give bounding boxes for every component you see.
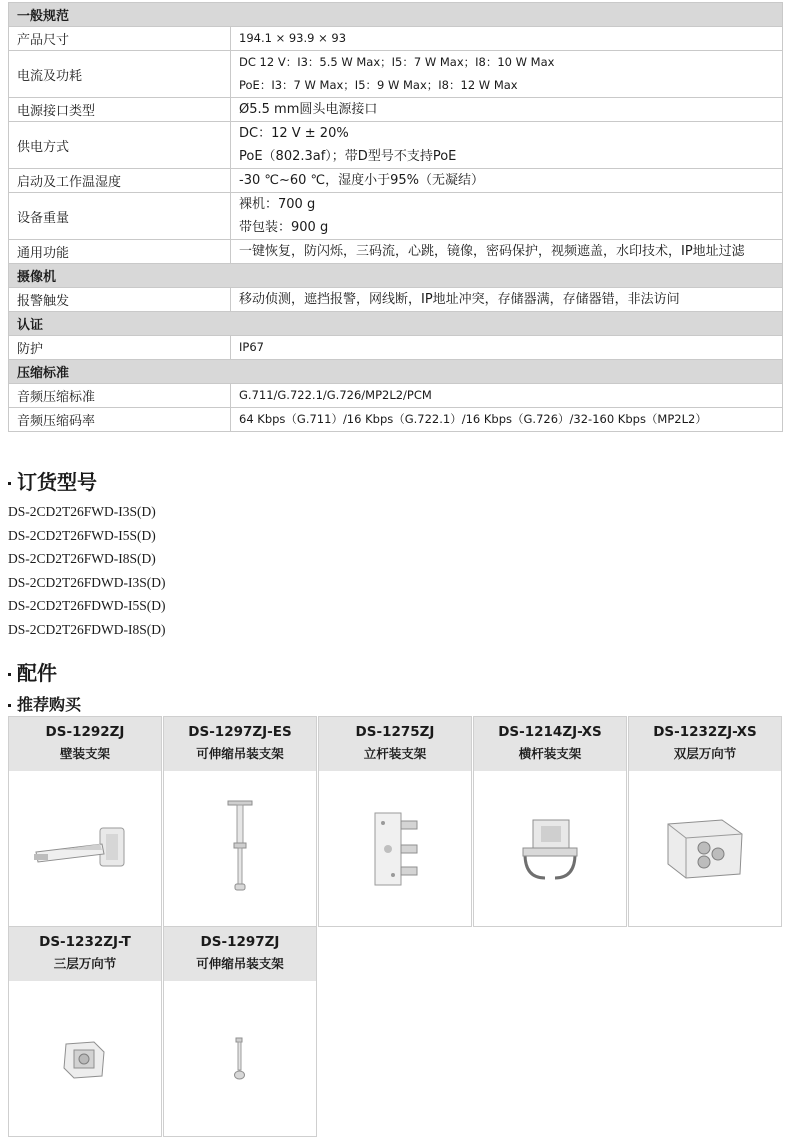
spec-value bbox=[231, 169, 783, 193]
horizontal-pole-clamp-icon bbox=[515, 814, 585, 884]
accessory-image bbox=[9, 771, 161, 926]
spec-value-line: 裸机：700 g bbox=[239, 197, 316, 212]
accessory-name: 立杆装支架 bbox=[363, 746, 427, 761]
spec-label: 供电方式 bbox=[9, 122, 231, 169]
model-item: DS-2CD2T26FWD-I3S(D) bbox=[8, 504, 156, 519]
accessory-name: 双层万向节 bbox=[673, 746, 737, 761]
spec-value-line: Ø5.5 mm圆头电源接口 bbox=[239, 102, 378, 117]
spec-label: 报警触发 bbox=[9, 288, 231, 312]
bullet-icon bbox=[8, 482, 11, 485]
accessory-image bbox=[9, 981, 161, 1136]
spec-value bbox=[231, 98, 783, 122]
spec-label: 防护 bbox=[9, 336, 231, 360]
spec-label: 音频压缩码率 bbox=[9, 408, 231, 432]
accessory-card[interactable] bbox=[473, 716, 627, 927]
spec-value-line: 移动侦测，遮挡报警，网线断，IP地址冲突，存储器满，存储器错，非法访问 bbox=[239, 292, 680, 307]
spec-table bbox=[8, 2, 783, 432]
accessory-model: DS-1275ZJ bbox=[355, 724, 435, 740]
accessory-image bbox=[164, 981, 316, 1136]
accessory-image bbox=[319, 771, 471, 926]
bullet-icon bbox=[8, 704, 11, 707]
accessory-name: 可伸缩吊装支架 bbox=[196, 956, 284, 971]
recommended-title: 推荐购买 bbox=[17, 695, 82, 714]
spec-row bbox=[9, 193, 783, 240]
spec-section-title: 一般规范 bbox=[9, 3, 783, 27]
accessory-image bbox=[474, 771, 626, 926]
spec-row bbox=[9, 169, 783, 193]
spec-value-line: DC 12 V：I3：5.5 W Max；I5：7 W Max；I8：10 W Max bbox=[239, 55, 555, 69]
spec-row bbox=[9, 240, 783, 264]
accessory-model: DS-1297ZJ bbox=[200, 934, 280, 950]
spec-value bbox=[231, 336, 783, 360]
accessory-model: DS-1232ZJ-XS bbox=[653, 724, 757, 740]
spec-row bbox=[9, 51, 783, 98]
spec-value bbox=[231, 240, 783, 264]
accessory-name: 可伸缩吊装支架 bbox=[196, 746, 284, 761]
spec-row bbox=[9, 336, 783, 360]
model-item: DS-2CD2T26FDWD-I8S(D) bbox=[8, 621, 166, 637]
accessories-title: 配件 bbox=[17, 661, 57, 685]
accessory-name: 横杆装支架 bbox=[518, 746, 582, 761]
spec-label: 通用功能 bbox=[9, 240, 231, 264]
spec-row bbox=[9, 27, 783, 51]
accessory-card[interactable] bbox=[628, 716, 782, 927]
spec-value-line: 194.1 × 93.9 × 93 bbox=[239, 31, 347, 45]
accessories-heading bbox=[8, 657, 57, 686]
bullet-icon bbox=[8, 673, 11, 676]
model-item: DS-2CD2T26FWD-I8S(D) bbox=[8, 551, 156, 567]
telescopic-pendant-bracket-icon bbox=[228, 1036, 252, 1082]
spec-value bbox=[231, 27, 783, 51]
spec-value-line: DC：12 V ± 20% bbox=[239, 126, 349, 141]
spec-section-title: 摄像机 bbox=[9, 264, 783, 288]
spec-value bbox=[231, 408, 783, 432]
accessory-model: DS-1292ZJ bbox=[45, 724, 125, 740]
spec-section-header bbox=[9, 312, 783, 336]
spec-value-line: IP67 bbox=[239, 340, 264, 354]
model-item: DS-2CD2T26FWD-I5S(D) bbox=[8, 527, 156, 543]
accessory-card[interactable] bbox=[8, 926, 162, 1137]
spec-row bbox=[9, 122, 783, 169]
spec-row bbox=[9, 384, 783, 408]
spec-section-header bbox=[9, 360, 783, 384]
spec-value bbox=[231, 122, 783, 169]
spec-section-title: 认证 bbox=[9, 312, 783, 336]
accessory-image bbox=[164, 771, 316, 926]
double-universal-joint-icon bbox=[660, 814, 750, 884]
spec-section-header bbox=[9, 3, 783, 27]
accessory-model: DS-1232ZJ-T bbox=[39, 934, 131, 950]
spec-label: 电源接口类型 bbox=[9, 98, 231, 122]
spec-value-line: PoE：I3：7 W Max；I5：9 W Max；I8：12 W Max bbox=[239, 78, 518, 92]
accessory-model: DS-1214ZJ-XS bbox=[498, 724, 602, 740]
spec-value-line: -30 ℃~60 ℃，湿度小于95%（无凝结） bbox=[239, 173, 485, 188]
spec-label: 启动及工作温湿度 bbox=[9, 169, 231, 193]
spec-value bbox=[231, 51, 783, 98]
accessory-name: 壁装支架 bbox=[59, 746, 110, 761]
model-list bbox=[8, 500, 166, 642]
recommended-heading bbox=[8, 692, 81, 715]
spec-value bbox=[231, 193, 783, 240]
pole-mount-plate-icon bbox=[365, 809, 425, 889]
spec-value-line: 64 Kbps（G.711）/16 Kbps（G.722.1）/16 Kbps（G.726）/32-160 Kbps（MP2L2） bbox=[239, 412, 707, 426]
accessory-image bbox=[629, 771, 781, 926]
model-item: DS-2CD2T26FDWD-I3S(D) bbox=[8, 574, 166, 590]
spec-value bbox=[231, 288, 783, 312]
triple-universal-joint-icon bbox=[60, 1034, 110, 1084]
spec-row bbox=[9, 408, 783, 432]
ordering-title: 订货型号 bbox=[17, 470, 97, 494]
spec-value-line: 一键恢复，防闪烁，三码流，心跳，镜像，密码保护，视频遮盖，水印技术，IP地址过滤 bbox=[239, 244, 745, 259]
accessory-card[interactable] bbox=[8, 716, 162, 927]
model-item: DS-2CD2T26FDWD-I5S(D) bbox=[8, 598, 166, 614]
spec-value-line: 带包装：900 g bbox=[239, 220, 329, 235]
accessory-model: DS-1297ZJ-ES bbox=[188, 724, 292, 740]
accessory-card[interactable] bbox=[163, 716, 317, 927]
spec-section-title: 压缩标准 bbox=[9, 360, 783, 384]
spec-label: 设备重量 bbox=[9, 193, 231, 240]
ordering-heading bbox=[8, 466, 97, 495]
spec-section-header bbox=[9, 264, 783, 288]
accessory-card[interactable] bbox=[318, 716, 472, 927]
spec-row bbox=[9, 98, 783, 122]
spec-value bbox=[231, 384, 783, 408]
spec-label: 电流及功耗 bbox=[9, 51, 231, 98]
wall-mount-bracket-icon bbox=[30, 824, 140, 874]
spec-label: 产品尺寸 bbox=[9, 27, 231, 51]
spec-value-line: G.711/G.722.1/G.726/MP2L2/PCM bbox=[239, 388, 432, 402]
accessory-name: 三层万向节 bbox=[53, 956, 117, 971]
telescopic-pendant-bracket-icon bbox=[220, 799, 260, 899]
accessory-card[interactable] bbox=[163, 926, 317, 1137]
spec-value-line: PoE（802.3af）；带D型号不支持PoE bbox=[239, 149, 457, 164]
spec-row bbox=[9, 288, 783, 312]
spec-label: 音频压缩标准 bbox=[9, 384, 231, 408]
